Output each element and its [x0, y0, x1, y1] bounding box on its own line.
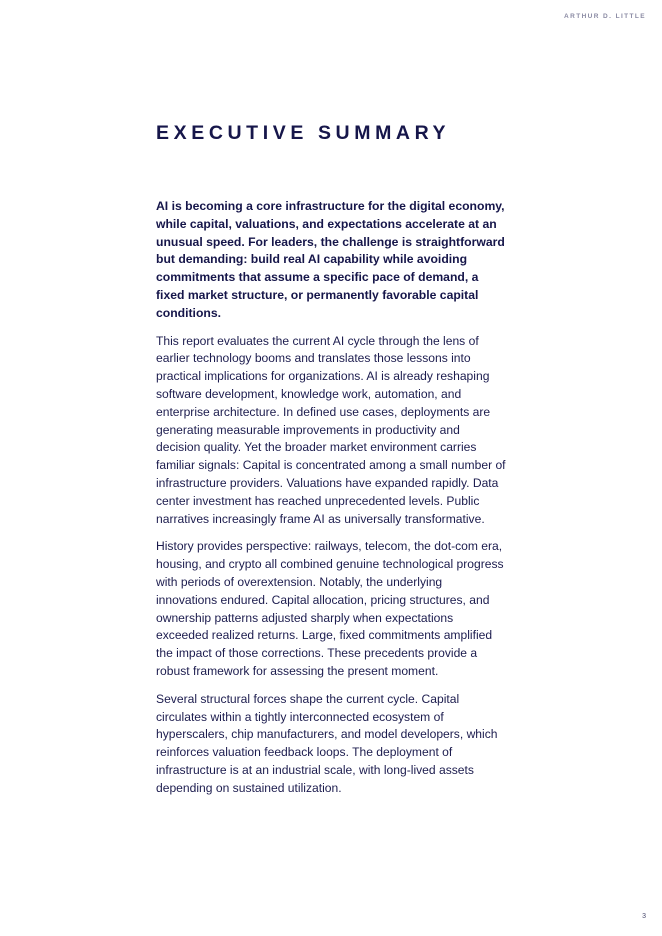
brand-name: ARTHUR D. LITTLE	[564, 13, 646, 20]
body-paragraph-1: This report evaluates the current AI cycle through the lens of earlier technology booms and translates those lessons into practical implications for organizations. AI is already reshaping software development, knowledge work, automation, and enterprise architecture. In defined use cases, deployments are generating measurable improvements in productivity and decision quality. Yet the broader market environment carries familiar signals: Capital is concentrated among a small number of infrastructure providers. Valuations have expanded rapidly. Data center investment has reached unprecedented levels. Public narratives increasingly frame AI as universally transformative.	[156, 333, 506, 526]
body-paragraph-2: History provides perspective: railways, telecom, the dot-com era, housing, and crypto all combined genuine technological progress with periods of overextension. Notably, the underlying innovations endured. Capital allocation, pricing structures, and ownership patterns adjusted sharply when expectations exceeded realized returns. Large, fixed commitments amplified the impact of those corrections. These precedents provide a robust framework for assessing the present moment.	[156, 539, 504, 678]
lead-paragraph: AI is becoming a core infrastructure for the digital economy, while capital, valuations, and expectations accelerate at an unusual speed. For leaders, the challenge is straightforward but demanding: build real AI capability while avoiding commitments that assume a specific pace of demand, a fixed market structure, or permanently favorable capital conditions.	[156, 199, 505, 320]
page-title: EXECUTIVE SUMMARY	[156, 122, 451, 144]
body-paragraph-3: Several structural forces shape the current cycle. Capital circulates within a tightly interconnected ecosystem of hyperscalers, chip manufacturers, and model developers, which reinforces valuation feedback loops. The deployment of infrastructure is at an industrial scale, with long-lived assets depending on sustained utilization.	[156, 691, 498, 795]
page-number: 3	[642, 913, 646, 920]
main-content	[156, 122, 506, 808]
